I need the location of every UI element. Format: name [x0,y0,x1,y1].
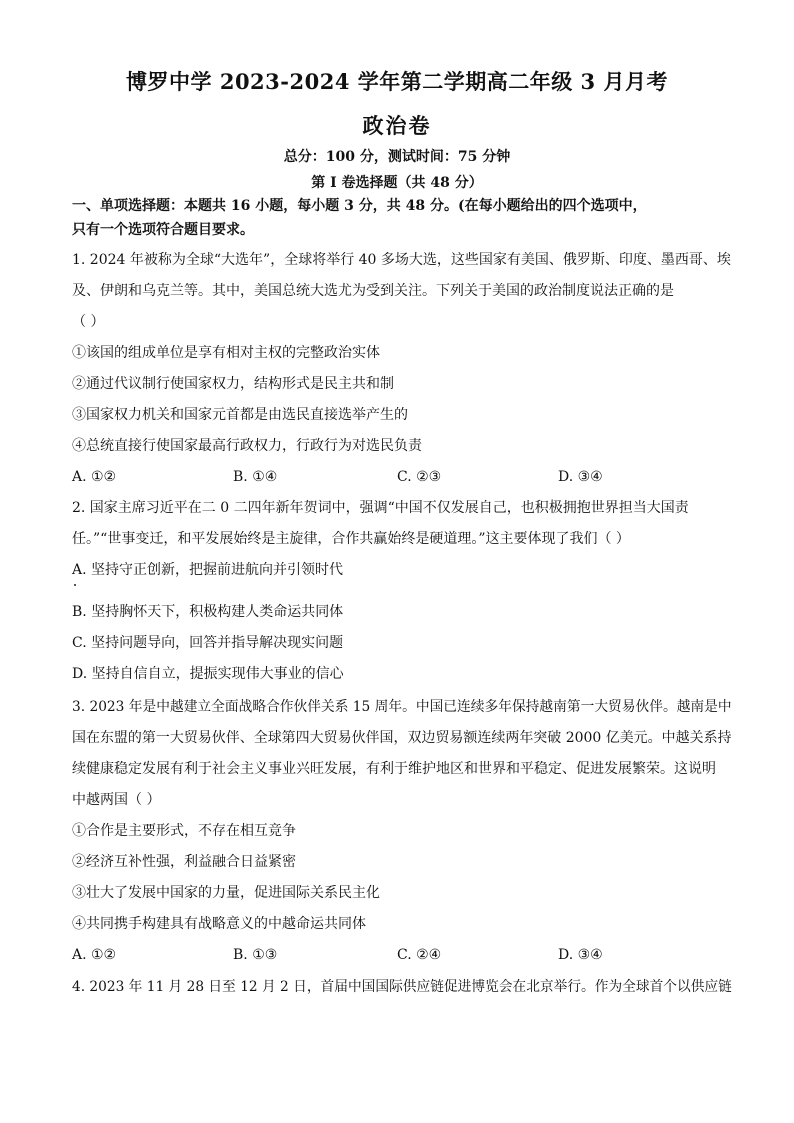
q3-option-d: D. ③④ [558,947,603,963]
exam-info: 总分：100 分，测试时间：75 分钟 [283,149,511,165]
q1-item-4: ④总统直接行使国家最高行政权力，行政行为对选民负责 [72,438,422,454]
q2-option-d: D. 坚持自信自立，提振实现伟大事业的信心 [72,666,344,682]
section-instruction-line1: 一、单项选择题：本题共 16 小题，每小题 3 分，共 48 分。(在每小题给出的四个选项中， [72,198,647,214]
q3-stem-line3: 续健康稳定发展有利于社会主义事业兴旺发展，有利于维护地区和世界和平稳定、促进发展繁荣。这说明 [72,761,716,777]
q3-option-b: B. ①③ [233,947,278,963]
q2-option-c: C. 坚持问题导向，回答并指导解决现实问题 [72,635,344,651]
q1-stem-line2: 及、伊朗和乌克兰等。其中，美国总统大选尤为受到关注。下列关于美国的政治制度说法正确的是 [72,283,674,299]
q3-option-c: C. ②④ [397,947,442,963]
q1-item-2: ②通过代议制行使国家权力，结构形式是民主共和制 [72,376,394,392]
q3-item-3: ③壮大了发展中国家的力量，促进国际关系民主化 [72,885,380,901]
q1-option-a: A. ①② [72,469,117,485]
q3-stem-line4: 中越两国（ ） [72,792,161,808]
section-instruction-line2: 只有一个选项符合题目要求。 [72,222,254,238]
q1-option-c: C. ②③ [397,469,442,485]
part-heading: 第 I 卷选择题（共 48 分） [311,175,483,191]
q3-item-4: ④共同携手构建具有战略意义的中越命运共同体 [72,916,366,932]
exam-title: 博罗中学 2023-2024 学年第二学期高二年级 3 月月考 [126,69,668,94]
stray-dot [74,584,76,586]
exam-subject: 政治卷 [362,113,432,138]
q3-option-a: A. ①② [72,947,117,963]
q2-stem-line1: 2. 国家主席习近平在二 0 二四年新年贺词中，强调“中国不仅发展自己，也积极拥抱世界担当大国责 [72,500,689,516]
q2-option-a: A. 坚持守正创新，把握前进航向并引领时代 [72,562,344,578]
q1-blank: （ ） [72,314,105,330]
q3-item-2: ②经济互补性强，利益融合日益紧密 [72,854,296,870]
q1-stem-line1: 1. 2024 年被称为全球“大选年”，全球将举行 40 多场大选，这些国家有美国、俄罗斯、印度、墨西哥、埃 [72,252,731,268]
q3-stem-line2: 国在东盟的第一大贸易伙伴、全球第四大贸易伙伴国，双边贸易额连续两年突破 2000 亿美元。中越关系持 [72,730,732,746]
q1-item-1: ①该国的组成单位是享有相对主权的完整政治实体 [72,345,380,361]
q4-stem-line1: 4. 2023 年 11 月 28 日至 12 月 2 日，首届中国国际供应链促进博览会在北京举行。作为全球首个以供应链 [72,979,732,995]
q2-stem-line2: 任。”“世事变迁，和平发展始终是主旋律，合作共赢始终是硬道理。”这主要体现了我们（ ） [72,531,630,547]
q1-option-d: D. ③④ [558,469,603,485]
q3-stem-line1: 3. 2023 年是中越建立全面战略合作伙伴关系 15 周年。中国已连续多年保持越南第一大贸易伙伴。越南是中 [72,699,732,715]
q1-option-b: B. ①④ [233,469,278,485]
q1-item-3: ③国家权力机关和国家元首都是由选民直接选举产生的 [72,407,408,423]
q2-option-b: B. 坚持胸怀天下，积极构建人类命运共同体 [72,604,344,620]
q3-item-1: ①合作是主要形式，不存在相互竞争 [72,823,296,839]
